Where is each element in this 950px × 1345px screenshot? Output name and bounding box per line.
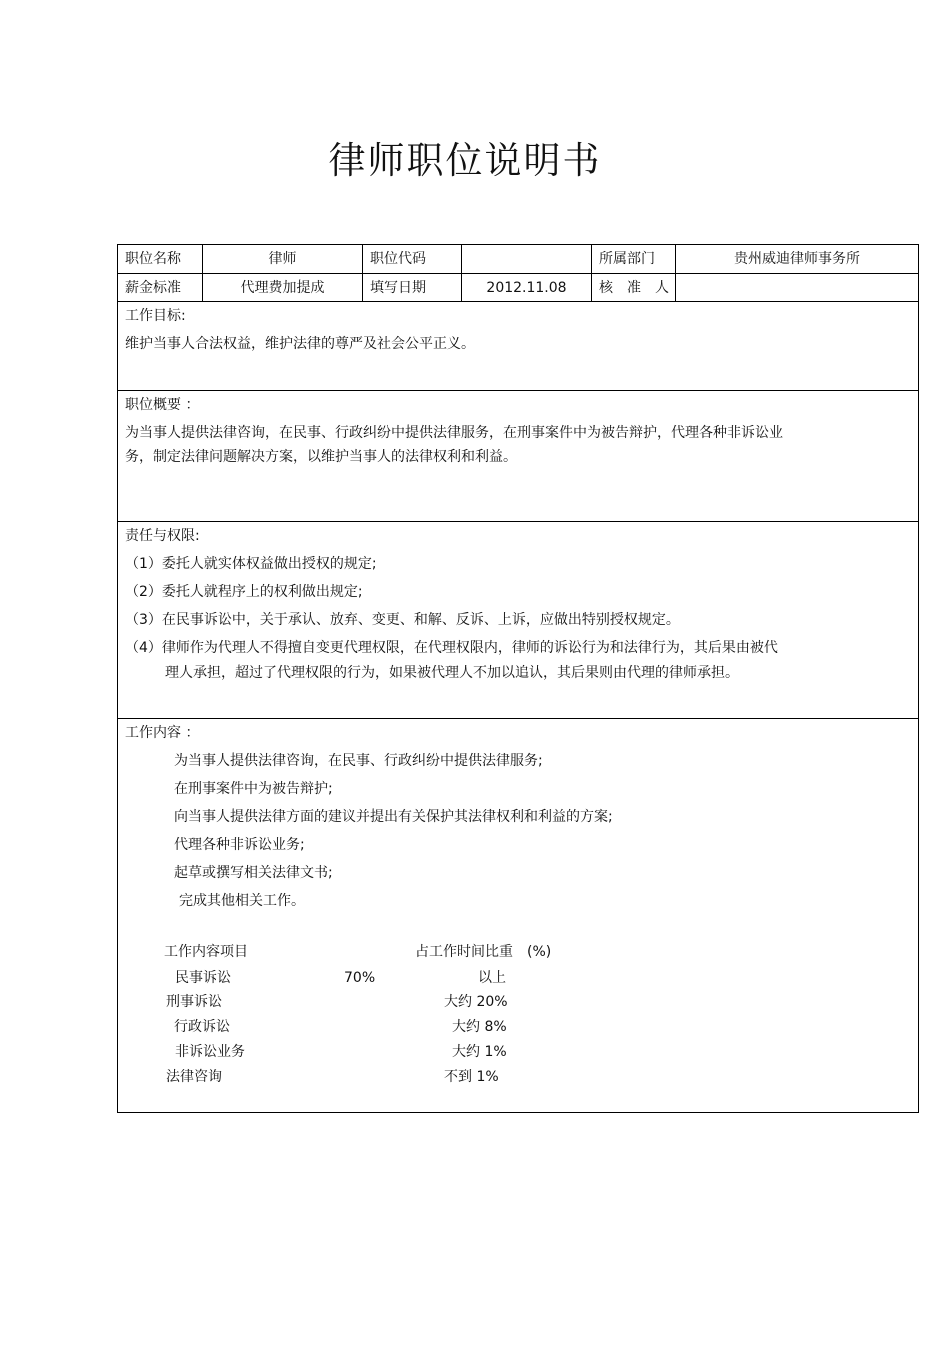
duty-item: （2）委托人就程序上的权利做出规定; xyxy=(125,584,363,600)
dept-label: 所属部门 xyxy=(592,245,676,273)
date-label: 填写日期 xyxy=(363,274,462,301)
time-row-mid: 70% xyxy=(344,970,376,986)
duty-item: （3）在民事诉讼中，关于承认、放弃、变更、和解、反诉、上诉，应做出特别授权规定。 xyxy=(125,612,680,628)
content-item: 为当事人提供法律咨询，在民事、行政纠纷中提供法律服务; xyxy=(174,753,543,769)
goal-heading: 工作目标: xyxy=(125,308,186,324)
duties-section xyxy=(118,522,918,719)
table-header-ratio: 占工作时间比重 (%) xyxy=(415,944,552,960)
position-code-value xyxy=(462,245,592,273)
overview-section xyxy=(118,391,918,522)
content-heading: 工作内容 ： xyxy=(125,725,200,741)
job-description-form xyxy=(117,244,919,1113)
content-item: 起草或撰写相关法律文书; xyxy=(174,865,333,881)
duty-item-continued: 理人承担，超过了代理权限的行为，如果被代理人不加以追认，其后果则由代理的律师承担。 xyxy=(165,665,739,681)
time-row-item: 行政诉讼 xyxy=(174,1019,230,1035)
duty-item: （4）律师作为代理人不得擅自变更代理权限，在代理权限内，律师的诉讼行为和法律行为，其后果由被代 xyxy=(125,640,778,656)
time-row-ratio: 大约 1% xyxy=(452,1044,507,1060)
content-item: 完成其他相关工作。 xyxy=(179,893,305,909)
salary-value: 代理费加提成 xyxy=(203,274,363,301)
time-row-ratio: 不到 1% xyxy=(444,1069,499,1085)
time-row-ratio: 以上 xyxy=(478,970,506,986)
time-row-ratio: 大约 8% xyxy=(452,1019,507,1035)
time-row-ratio: 大约 20% xyxy=(444,994,508,1010)
info-row-1 xyxy=(118,245,918,274)
duties-heading: 责任与权限: xyxy=(125,528,200,544)
content-item: 在刑事案件中为被告辩护; xyxy=(174,781,333,797)
position-code-label: 职位代码 xyxy=(363,245,462,273)
time-row-item: 非诉讼业务 xyxy=(175,1044,245,1060)
overview-line: 务，制定法律问题解决方案，以维护当事人的法律权利和利益。 xyxy=(125,449,517,465)
content-section xyxy=(118,719,918,1113)
content-item: 向当事人提供法律方面的建议并提出有关保护其法律权利和利益的方案; xyxy=(174,809,613,825)
duty-item: （1）委托人就实体权益做出授权的规定; xyxy=(125,556,377,572)
goal-section xyxy=(118,302,918,391)
approver-value xyxy=(676,274,918,301)
overview-line: 为当事人提供法律咨询，在民事、行政纠纷中提供法律服务，在刑事案件中为被告辩护，代理各种非诉讼业 xyxy=(125,425,783,441)
table-header-item: 工作内容项目 xyxy=(164,944,248,960)
dept-value: 贵州威迪律师事务所 xyxy=(734,251,860,267)
time-row-item: 刑事诉讼 xyxy=(166,994,222,1010)
time-row-item: 法律咨询 xyxy=(166,1069,222,1085)
time-row-item: 民事诉讼 xyxy=(175,970,231,986)
goal-text: 维护当事人合法权益，维护法律的尊严及社会公平正义。 xyxy=(125,336,475,352)
salary-label: 薪金标准 xyxy=(118,274,203,301)
content-item: 代理各种非诉讼业务; xyxy=(174,837,305,853)
date-value: 2012.11.08 xyxy=(462,274,592,301)
page-title: 律师职位说明书 xyxy=(328,139,602,182)
info-row-2 xyxy=(118,274,918,302)
position-name-label: 职位名称 xyxy=(118,245,203,273)
position-name-value: 律师 xyxy=(203,245,363,273)
approver-label: 核 准 人 xyxy=(592,274,676,301)
overview-heading: 职位概要 ： xyxy=(125,397,200,413)
